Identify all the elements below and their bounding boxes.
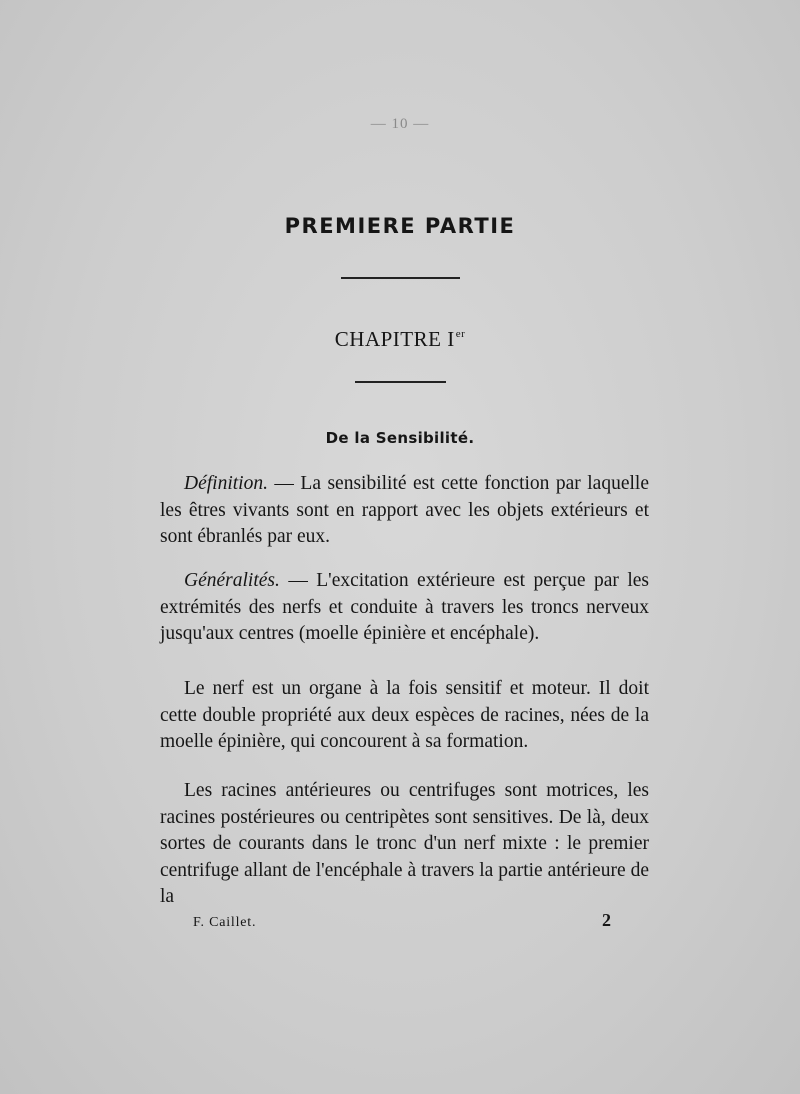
paragraph [160,778,649,911]
paragraph-text: Les racines antérieures ou centrifuges sont motrices, les racines postérieures ou centripètes sont sensitives. De là, deux sortes de courants dans le tronc d'un nerf mixte : le premier centrifuge allant de l'encéphale à travers la partie antérieure de la [160,780,649,907]
signature-mark: 2 [602,910,611,930]
divider-rule [341,277,460,279]
page-number: — 10 — [370,116,430,132]
paragraph-lead: Définition. [184,473,268,494]
part-title: PREMIERE PARTIE [284,214,516,238]
paragraph-text: — L'excitation extérieure est perçue par les extrémités des nerfs et conduite à travers les troncs nerveux jusqu'aux centres (moelle épinière et encéphale). [160,570,649,644]
chapter-ordinal: er [455,328,466,340]
paragraph-text: — La sensibilité est cette fonction par laquelle les êtres vivants sont en rapport avec les objets extérieurs et sont ébranlés par eux. [160,473,649,547]
chapter-heading [0,327,800,352]
paragraph [160,676,649,756]
chapter-label: CHAPITRE I [334,327,455,351]
paragraph-lead: Généralités. [184,570,280,591]
divider-rule [355,381,446,383]
section-title: De la Sensibilité. [325,429,475,447]
footer-author: F. Caillet. [193,915,257,930]
paragraph-text: Le nerf est un organe à la fois sensitif et moteur. Il doit cette double propriété aux deux espèces de racines, nées de la moelle épinière, qui concourent à sa formation. [160,678,649,752]
paragraph [160,568,649,648]
paragraph [160,471,649,551]
